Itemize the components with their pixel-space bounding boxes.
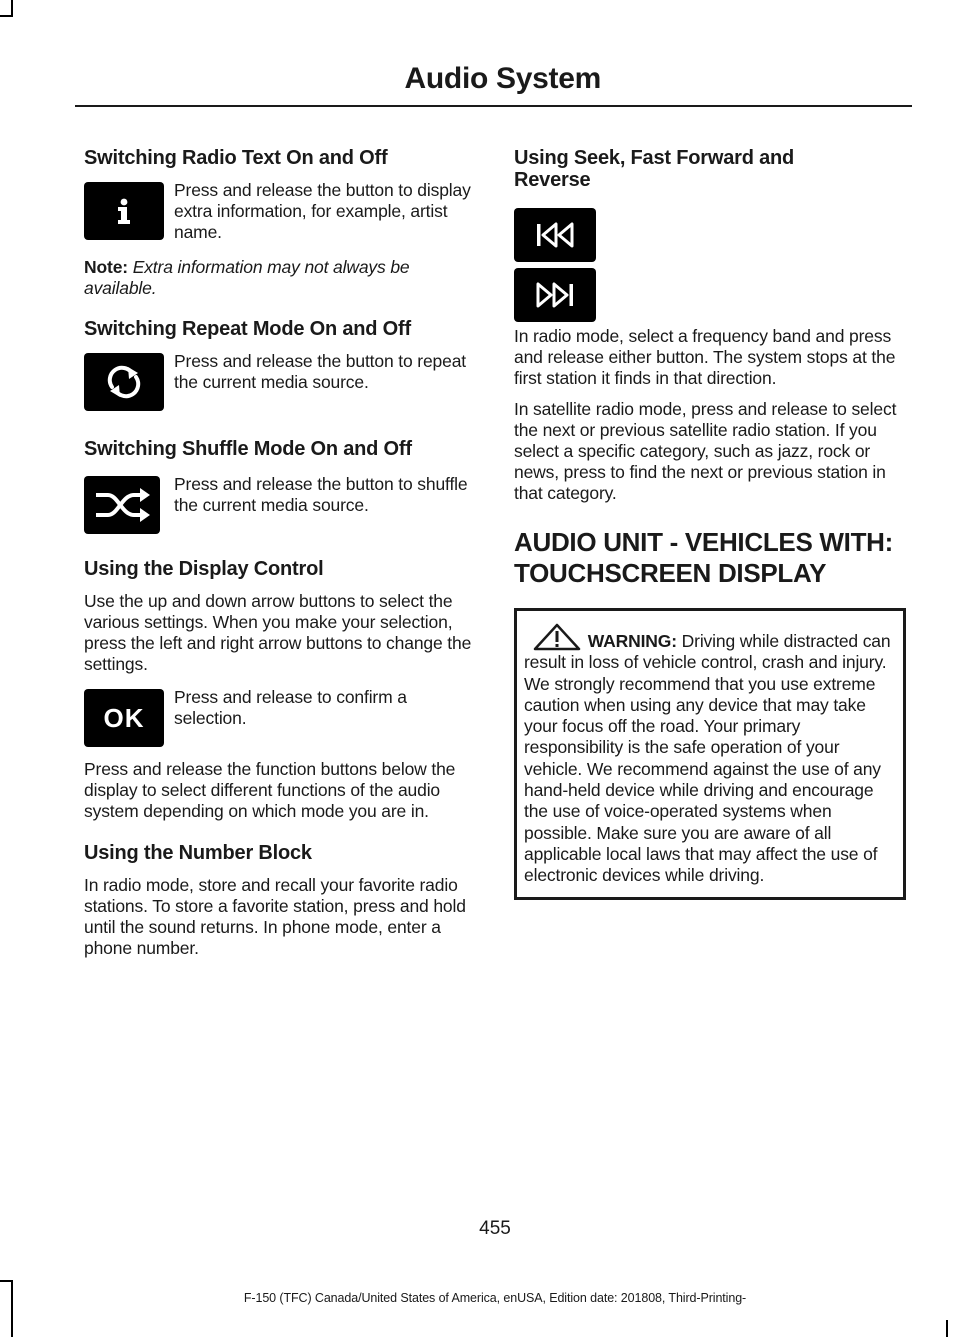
crop-mark-bottom-right <box>946 1320 948 1337</box>
seek-body-1: In radio mode, select a frequency band and press and release either button. The system stops at the first station it finds in that direction. <box>514 326 896 388</box>
shuffle-heading: Switching Shuffle Mode On and Off <box>84 438 412 460</box>
repeat-row <box>84 353 476 411</box>
display-control-heading: Using the Display Control <box>84 558 324 580</box>
seek-back-icon <box>514 208 596 262</box>
repeat-icon <box>84 353 164 411</box>
note-label: Note: <box>84 257 128 277</box>
header-rule <box>75 105 912 107</box>
crop-mark-bottom-left <box>11 1280 13 1337</box>
right-column <box>514 140 906 900</box>
shuffle-body: Press and release the button to shuffle the current media source. <box>174 474 468 515</box>
crop-mark-bottom-left-h <box>0 1280 13 1282</box>
info-icon <box>84 182 164 240</box>
seek-body-2: In satellite radio mode, press and release to select the next or previous satellite radio station. If you select a specific category, such as jazz, rock or news, press to find the next or previous station in that category. <box>514 399 897 503</box>
repeat-heading: Switching Repeat Mode On and Off <box>84 318 411 340</box>
number-block-heading: Using the Number Block <box>84 842 312 864</box>
warning-label: WARNING: <box>587 631 677 651</box>
seek-heading: Using Seek, Fast Forward and Reverse <box>514 147 795 191</box>
ok-button-label: OK <box>103 702 145 733</box>
ok-row <box>84 689 476 747</box>
footer-edition: F-150 (TFC) Canada/United States of America, enUSA, Edition date: 201808, Third-Printing- <box>243 1291 747 1305</box>
function-buttons-body: Press and release the function buttons below the display to select different functions of the audio system depending on which mode you are in. <box>84 759 456 821</box>
ok-body: Press and release to confirm a selection. <box>174 687 407 728</box>
radio-text-heading: Switching Radio Text On and Off <box>84 147 388 169</box>
audio-unit-title-2: TOUCHSCREEN DISPLAY <box>514 558 827 588</box>
audio-unit-title-1: AUDIO UNIT - VEHICLES WITH: <box>514 527 893 557</box>
seek-forward-icon <box>514 268 596 322</box>
radio-text-body: Press and release the button to display extra information, for example, artist name. <box>174 180 471 242</box>
page-number: 455 <box>479 1218 511 1239</box>
radio-text-note <box>84 257 476 299</box>
warning-triangle-icon <box>533 623 583 651</box>
ok-button-icon <box>84 689 164 747</box>
radio-text-row <box>84 182 476 243</box>
crop-mark-top-left-h <box>0 15 13 17</box>
display-control-body: Use the up and down arrow buttons to select the various settings. When you make your selection, press the left and right arrow buttons to change the settings. <box>84 591 472 674</box>
shuffle-icon <box>84 476 160 534</box>
shuffle-row <box>84 476 476 534</box>
warning-box <box>514 608 906 900</box>
warning-text <box>524 623 896 887</box>
number-block-body: In radio mode, store and recall your favorite radio stations. To store a favorite station, press and hold until the sound returns. In phone mode, enter a phone number. <box>84 875 466 958</box>
page-header-title: Audio System <box>404 62 601 95</box>
note-text: Extra information may not always be available. <box>84 257 410 298</box>
warning-body: Driving while distracted can result in loss of vehicle control, crash and injury. We strongly recommend that you use extreme caution when using any device that may take your focus off the road. Your primary responsibility is the safe operation of your vehicle. We recommend against the use of any hand-held device while driving and encourage the use of voice-operated systems when possible. Make sure you are aware of all applicable local laws that may affect the use of electronic devices while driving. <box>524 631 891 886</box>
repeat-body: Press and release the button to repeat the current media source. <box>174 351 466 392</box>
left-column <box>84 140 476 959</box>
